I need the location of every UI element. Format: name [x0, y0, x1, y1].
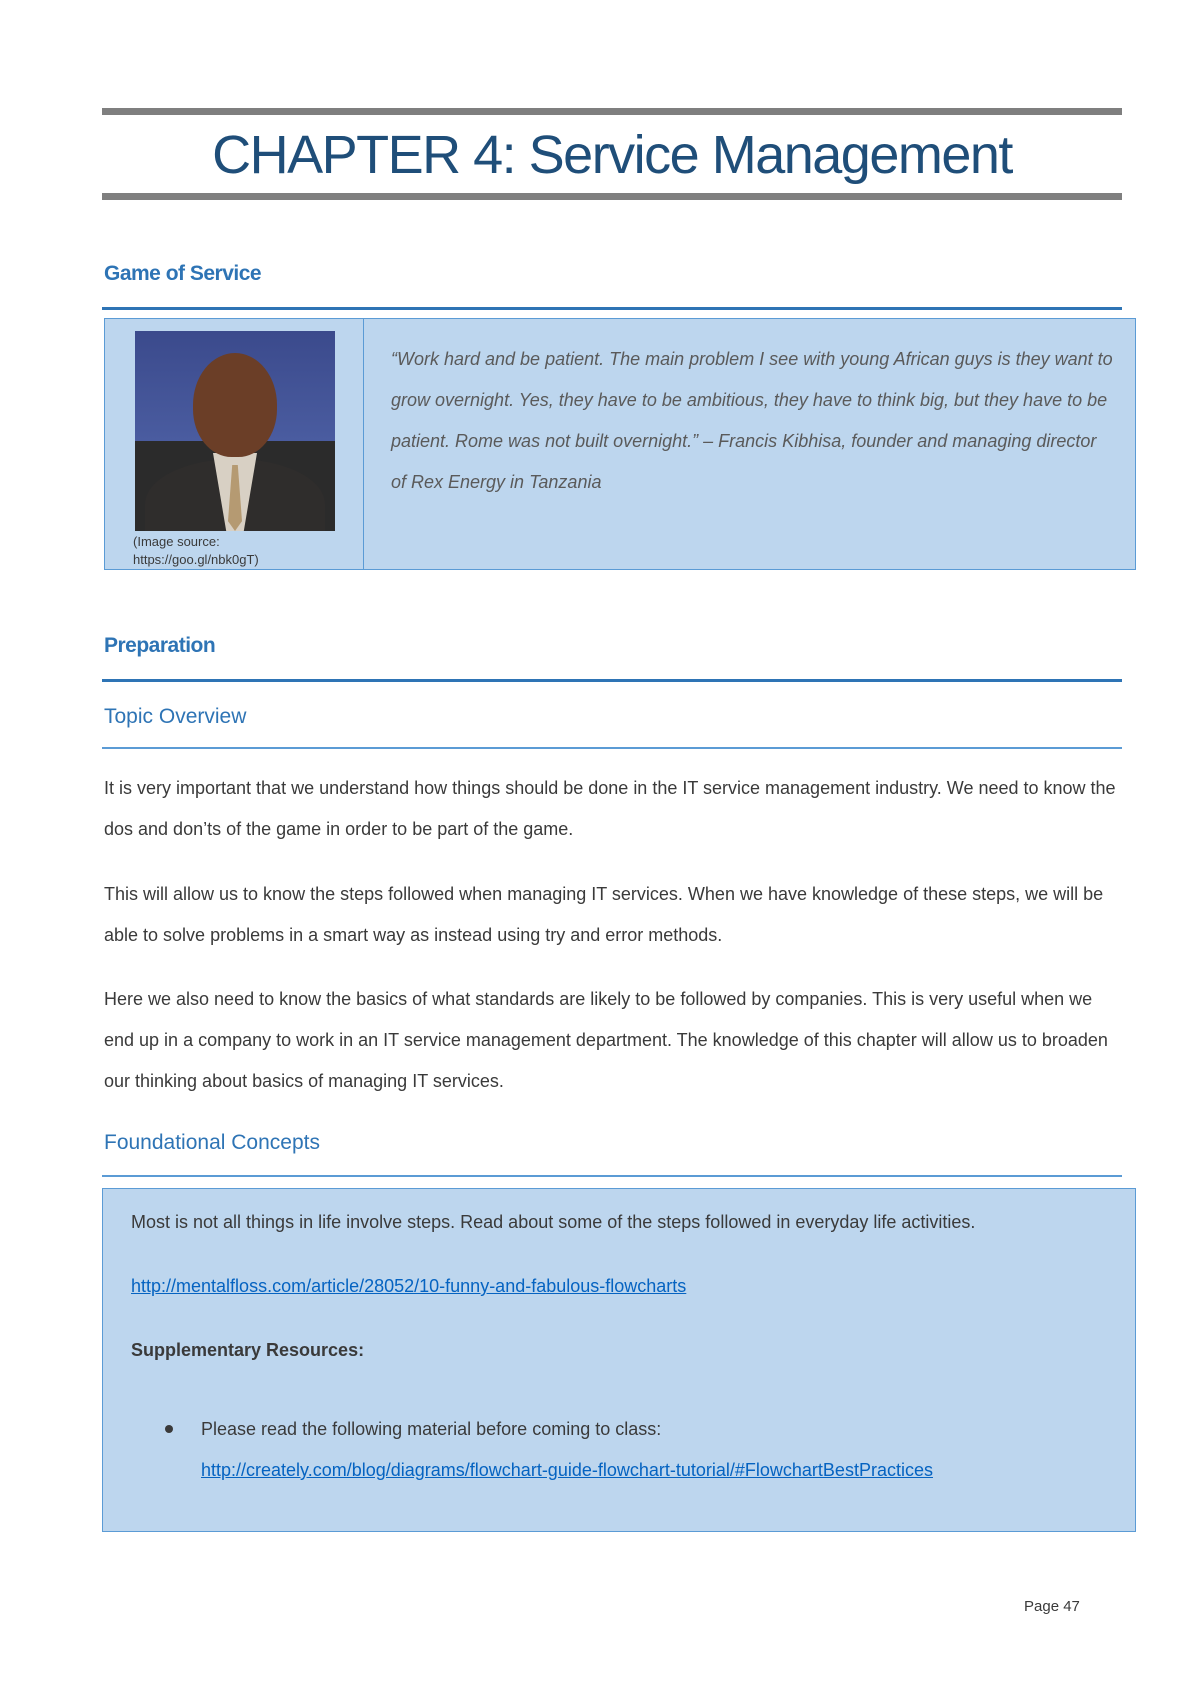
photo-caption — [133, 533, 353, 569]
title-bottom-rule — [102, 193, 1122, 200]
subheading-rule — [102, 1175, 1122, 1177]
bullet-icon — [165, 1425, 173, 1433]
supplementary-label: Supplementary Resources: — [131, 1340, 365, 1360]
bullet-item — [201, 1409, 1001, 1491]
bullet-prefix: Please read the following material before coming to class: — [201, 1419, 662, 1439]
resources-box — [102, 1188, 1136, 1532]
title-top-rule — [102, 108, 1122, 115]
chapter-title: CHAPTER 4: Service Management — [212, 125, 1012, 185]
resources-link-row — [131, 1271, 1121, 1301]
photo-caption-line: https://goo.gl/nbk0gT) — [133, 552, 259, 567]
quote-box — [104, 318, 1136, 570]
quote-text: “Work hard and be patient. The main problem I see with young African guys is they want to grow overnight. Yes, they have to be ambitious, they have to think big, but they have to be patient. Rome was not built overnight.” – Francis Kibhisa, founder and managing director of Rex Energy in Tanzania — [391, 349, 1113, 492]
heading-rule — [102, 679, 1122, 682]
paragraph: It is very important that we understand how things should be done in the IT service management industry. We need to know the dos and don’ts of the game in order to be part of the game. — [104, 778, 1116, 839]
heading-preparation: Preparation — [104, 634, 216, 657]
heading-rule — [102, 307, 1122, 310]
page-number: Page 47 — [1024, 1598, 1080, 1615]
photo-caption-line: (Image source: — [133, 534, 220, 549]
portrait-head — [193, 353, 277, 457]
mentalfloss-link[interactable]: http://mentalfloss.com/article/28052/10-funny-and-fabulous-flowcharts — [131, 1276, 687, 1296]
heading-game-of-service: Game of Service — [104, 262, 262, 285]
resources-intro: Most is not all things in life involve steps. Read about some of the steps followed in everyday life activities. — [131, 1212, 976, 1232]
creately-link[interactable]: http://creately.com/blog/diagrams/flowchart-guide-flowchart-tutorial/#FlowchartBestPractices — [201, 1460, 933, 1480]
paragraph: This will allow us to know the steps followed when managing IT services. When we have knowledge of these steps, we will be able to solve problems in a smart way as instead using try and error methods. — [104, 884, 1104, 945]
subheading-rule — [102, 747, 1122, 749]
portrait-photo — [135, 331, 335, 531]
column-divider — [363, 319, 364, 569]
paragraph: Here we also need to know the basics of what standards are likely to be followed by companies. This is very useful when we end up in a company to work in an IT service management department. The knowledge of this chapter will allow us to broaden our thinking about basics of managing IT services. — [104, 989, 1108, 1091]
heading-topic-overview: Topic Overview — [104, 705, 247, 728]
heading-foundational-concepts: Foundational Concepts — [104, 1131, 320, 1154]
